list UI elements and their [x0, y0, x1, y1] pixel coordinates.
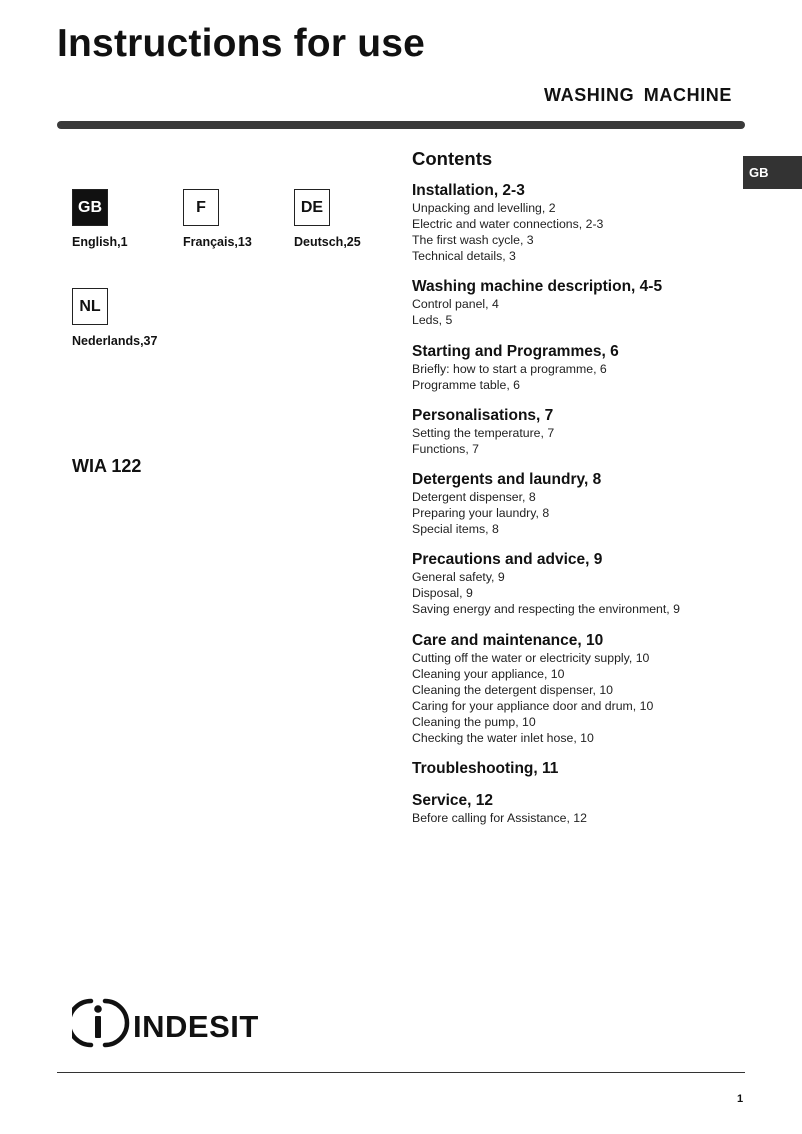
language-f[interactable] — [183, 189, 293, 249]
toc-section-starting — [412, 342, 742, 393]
language-code-box: F — [183, 189, 219, 226]
toc-section-title: Detergents and laundry, 8 — [412, 470, 602, 488]
toc-section-precautions — [412, 550, 742, 617]
table-of-contents — [412, 181, 742, 839]
product-type: WASHING MACHINE — [544, 85, 732, 105]
toc-item: Cutting off the water or electricity supply, 10 — [412, 650, 650, 665]
language-nl[interactable] — [72, 288, 182, 348]
language-label: English,1 — [72, 235, 128, 249]
toc-item: Cleaning the detergent dispenser, 10 — [412, 682, 613, 697]
language-side-tab: GB — [743, 156, 802, 189]
toc-item: General safety, 9 — [412, 570, 505, 585]
toc-item: Preparing your laundry, 8 — [412, 506, 550, 521]
toc-item: Technical details, 3 — [412, 249, 516, 264]
toc-section-care — [412, 631, 742, 747]
toc-item: Leds, 5 — [412, 313, 453, 328]
toc-section-title: Installation, 2-3 — [412, 182, 525, 199]
toc-section-troubleshooting — [412, 759, 742, 778]
indesit-logo-icon — [72, 996, 268, 1048]
language-label: Français,13 — [183, 235, 252, 249]
toc-section-title: Service, 12 — [412, 792, 494, 810]
toc-section-service — [412, 791, 742, 826]
contents-heading: Contents — [412, 148, 493, 169]
toc-item: Caring for your appliance door and drum, 10 — [412, 698, 654, 713]
toc-section-title: Washing machine description, 4-5 — [412, 278, 663, 296]
toc-item: The first wash cycle, 3 — [412, 233, 534, 248]
toc-section-detergents — [412, 470, 742, 537]
toc-item: Control panel, 4 — [412, 297, 499, 312]
svg-text:INDESIT: INDESIT — [133, 1009, 259, 1044]
toc-item: Checking the water inlet hose, 10 — [412, 730, 594, 745]
toc-item: Programme table, 6 — [412, 377, 520, 392]
toc-section-title: Care and maintenance, 10 — [412, 631, 604, 649]
language-code-box: NL — [72, 288, 108, 325]
toc-item: Functions, 7 — [412, 441, 479, 456]
toc-item: Detergent dispenser, 8 — [412, 489, 536, 504]
toc-section-title: Personalisations, 7 — [412, 406, 554, 424]
language-label: Nederlands,37 — [72, 334, 158, 348]
toc-item: Special items, 8 — [412, 522, 499, 537]
language-de[interactable] — [294, 189, 404, 249]
toc-item: Saving energy and respecting the environment, 9 — [412, 602, 680, 617]
toc-section-title: Starting and Programmes, 6 — [412, 342, 619, 360]
language-gb[interactable] — [72, 189, 182, 249]
toc-section-title: Precautions and advice, 9 — [412, 551, 603, 569]
page-number: 1 — [737, 1093, 744, 1105]
toc-item: Disposal, 9 — [412, 586, 473, 601]
toc-item: Before calling for Assistance, 12 — [412, 811, 587, 826]
language-label: Deutsch,25 — [294, 235, 361, 249]
footer-divider — [57, 1072, 745, 1073]
toc-item: Electric and water connections, 2-3 — [412, 217, 604, 232]
toc-section-installation — [412, 181, 742, 264]
toc-section-description — [412, 277, 742, 328]
page-title: Instructions for use — [57, 22, 426, 65]
toc-item: Cleaning your appliance, 10 — [412, 666, 565, 681]
header-divider — [57, 121, 745, 129]
model-number: WIA 122 — [72, 456, 142, 476]
toc-item: Setting the temperature, 7 — [412, 425, 555, 440]
toc-section-personalisations — [412, 406, 742, 457]
indesit-logo — [72, 996, 268, 1048]
toc-item: Unpacking and levelling, 2 — [412, 201, 556, 215]
language-code-box: GB — [72, 189, 108, 226]
toc-item: Briefly: how to start a programme, 6 — [412, 361, 607, 376]
language-code-box: DE — [294, 189, 330, 226]
toc-item: Cleaning the pump, 10 — [412, 714, 536, 729]
toc-section-title: Troubleshooting, 11 — [412, 760, 559, 778]
